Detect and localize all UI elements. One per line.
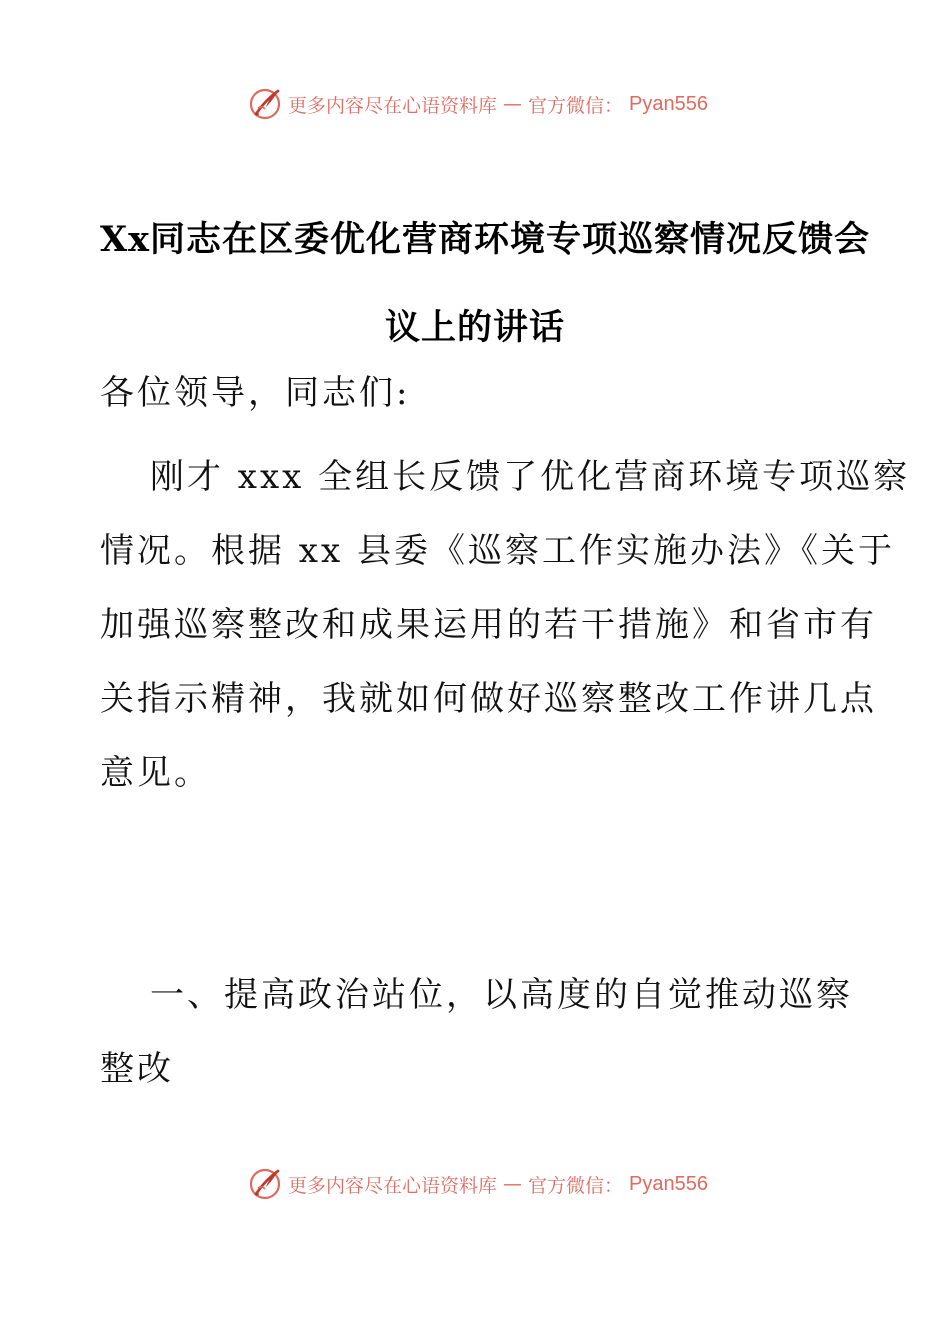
wechat-label: 官方微信： — [528, 1174, 624, 1197]
header-watermark-banner — [0, 82, 950, 126]
paragraph-line: 情况。根据 xx 县委《巡察工作实施办法》《关于 — [100, 531, 895, 571]
quill-logo-icon — [248, 87, 282, 121]
wechat-id: Pyan556 — [629, 1172, 708, 1195]
quill-logo-icon — [248, 1167, 282, 1201]
paragraph-line: 加强巡察整改和成果运用的若干措施》和省市有 — [100, 605, 877, 645]
watermark-separator: — — [503, 93, 523, 115]
footer-watermark-banner — [0, 1162, 950, 1206]
document-title — [100, 196, 871, 372]
wechat-id: Pyan556 — [629, 92, 708, 115]
watermark-separator: — — [503, 1173, 523, 1195]
watermark-text: 更多内容尽在心语资料库 — [288, 94, 498, 117]
watermark-content — [248, 87, 708, 121]
watermark-text: 更多内容尽在心语资料库 — [288, 1174, 498, 1197]
greeting: 各位领导，同志们: — [100, 373, 411, 413]
paragraph-line: 关指示精神，我就如何做好巡察整改工作讲几点 — [100, 679, 877, 719]
title-line: Xx同志在区委优化营商环境专项巡察情况反馈会 — [100, 219, 871, 260]
section-heading-line: 一、提高政治站位，以高度的自觉推动巡察 — [150, 975, 853, 1015]
watermark-content — [248, 1167, 708, 1201]
paragraph-line: 刚才 xxx 全组长反馈了优化营商环境专项巡察 — [150, 457, 911, 497]
section-heading — [100, 958, 853, 1106]
section-heading-line: 整改 — [100, 1049, 174, 1089]
title-line: 议上的讲话 — [384, 307, 565, 348]
paragraph-line: 意见。 — [100, 753, 211, 793]
body-paragraph — [100, 440, 911, 810]
wechat-label: 官方微信： — [528, 94, 624, 117]
